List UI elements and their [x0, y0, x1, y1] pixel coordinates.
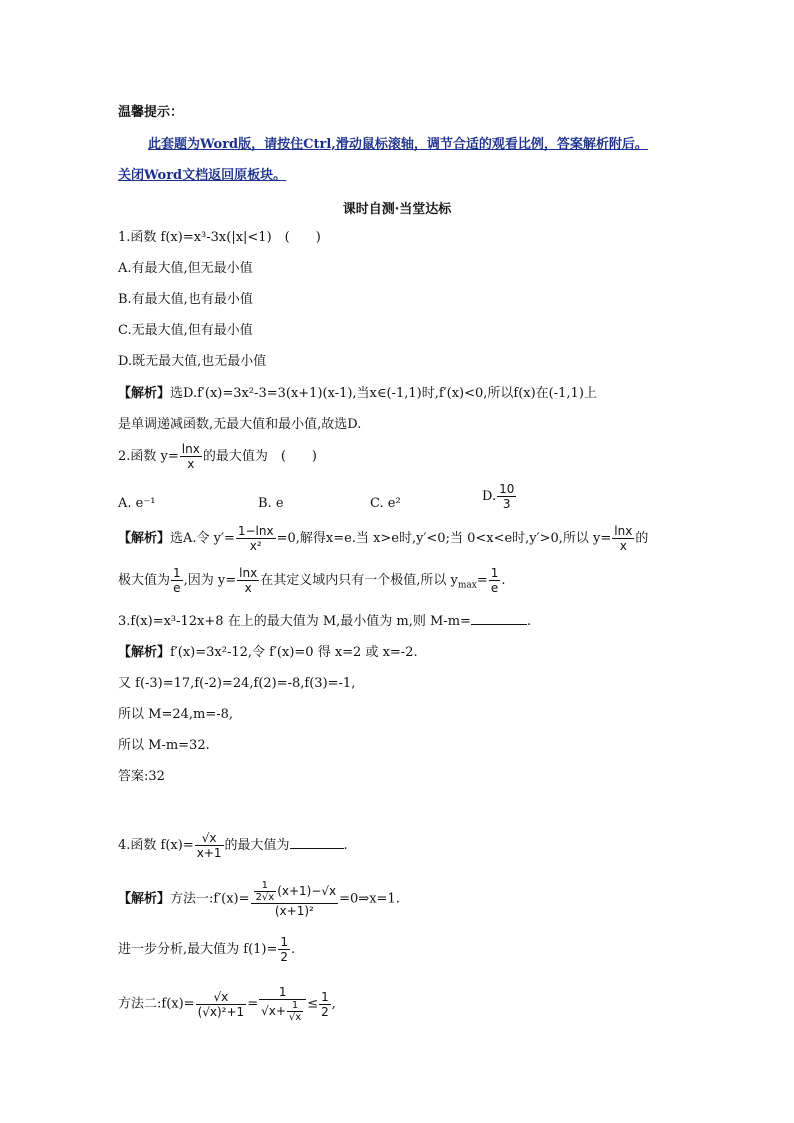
fraction-numerator: 1−lnx: [237, 524, 274, 538]
answer-blank[interactable]: [290, 848, 344, 849]
section-title: 课时自测·当堂达标: [342, 202, 452, 217]
fraction-numerator: lnx: [239, 566, 258, 580]
fraction-denominator: x: [244, 581, 252, 595]
q2-analysis-fraction-5: [489, 566, 501, 595]
q4-method2-fraction-2: [259, 985, 306, 1023]
fraction-denominator: x: [619, 539, 627, 553]
q2-analysis-text: =: [476, 573, 488, 588]
q2-fraction: [180, 442, 202, 471]
q2-analysis-text: 的: [635, 531, 649, 546]
q3-analysis-text: f′(x)=3x²-12,令 f′(x)=0 得 x=2 或 x=-2.: [170, 645, 418, 660]
q2-analysis-text: 在其定义域内只有一个极值,所以 y: [260, 573, 458, 588]
q3-stem: [118, 613, 531, 631]
q1-stem: 1.函数 f(x)=x³-3x(|x|<1) ( ): [118, 230, 321, 245]
analysis-tag: 【解析】: [118, 531, 171, 546]
fraction-denominator: 2√x: [255, 892, 275, 903]
q4-conclusion-text: 进一步分析,最大值为 f(1)=: [118, 942, 278, 957]
fraction-numerator: √x: [196, 990, 247, 1005]
q4-method2: [118, 985, 336, 1023]
q2-analysis-text: .: [501, 573, 506, 588]
analysis-tag: 【解析】: [118, 386, 171, 401]
fraction-denominator: x²: [249, 539, 262, 553]
fraction-denominator: 2: [321, 1004, 329, 1019]
q2-stem-pre: 2.函数 y=: [118, 449, 179, 464]
q2-analysis-text: 极大值为: [118, 573, 171, 588]
q4-method2-text: 方法二:f(x)=: [118, 996, 195, 1012]
q2-option-d-label: D.: [482, 489, 497, 504]
fraction-numerator: 1: [490, 566, 499, 580]
fraction-numerator: [251, 880, 339, 904]
fraction-numerator: lnx: [181, 442, 200, 456]
q3-analysis-line3: 所以 M=24,m=-8,: [118, 707, 234, 722]
tip-line-1[interactable]: 此套题为Word版，请按住Ctrl,滑动鼠标滚轴，调节合适的观看比例，答案解析附后。: [148, 137, 648, 152]
nested-fraction: [287, 1000, 303, 1023]
q4-method1-fraction: [251, 880, 339, 918]
q4-method1-conclusion: [118, 935, 295, 964]
q2-analysis-line2: [118, 566, 506, 595]
answer-blank[interactable]: [471, 624, 527, 625]
nested-fraction: [254, 880, 277, 903]
q2-option-d: [482, 482, 517, 511]
fraction-denominator: e: [173, 581, 181, 595]
fraction-denominator: [259, 1000, 306, 1023]
q1-option-d: D.既无最大值,也无最小值: [118, 354, 267, 369]
q2-option-a: A. e⁻¹: [118, 496, 156, 511]
fraction-numerator: 1: [321, 989, 329, 1004]
fraction-numerator: 1: [173, 566, 181, 580]
q4-conclusion-fraction: [278, 935, 290, 964]
max-subscript: max: [457, 580, 477, 591]
fraction-denominator: √x: [288, 1012, 302, 1023]
q3-stem-end: .: [526, 614, 532, 629]
q2-analysis-fraction-3: [171, 566, 183, 595]
q1-analysis-line2: 是单调递减函数,无最大值和最小值,故选D.: [118, 417, 362, 432]
fraction-numerator: √x: [195, 831, 224, 846]
q2-stem: [118, 442, 317, 471]
q4-stem-end: .: [343, 838, 348, 853]
analysis-tag: 【解析】: [118, 645, 171, 660]
fraction-denominator: x: [187, 457, 195, 471]
q3-analysis-line2: 又 f(-3)=17,f(-2)=24,f(2)=-8,f(3)=-1,: [118, 676, 356, 691]
fraction-numerator: 10: [499, 482, 515, 496]
q4-conclusion-text: .: [291, 942, 296, 957]
q2-analysis-fraction-2: [612, 524, 634, 553]
le-sign: ≤: [307, 996, 319, 1012]
q3-answer: 答案:32: [118, 769, 165, 784]
q2-analysis-text: ,因为 y=: [183, 573, 237, 588]
denominator-text: √x+: [261, 1004, 286, 1018]
fraction-numerator: 1: [259, 985, 306, 1000]
fraction-numerator: lnx: [614, 524, 633, 538]
q1-option-c: C.无最大值,但有最小值: [118, 323, 253, 338]
q4-stem: [118, 831, 348, 860]
q2-analysis-text: 选A.令 y′=: [170, 531, 235, 546]
q3-analysis-line4: 所以 M-m=32.: [118, 738, 210, 753]
q4-stem-text: 4.函数 f(x)=: [118, 838, 194, 853]
fraction-numerator: 1: [280, 935, 289, 949]
q2-analysis-line1: [118, 524, 648, 553]
q3-stem-text: 3.f(x)=x³-12x+8 在上的最大值为 M,最小值为 m,则 M-m=: [118, 614, 471, 629]
fraction-denominator: x+1: [196, 846, 222, 860]
numerator-rest: (x+1)−√x: [277, 884, 337, 898]
q4-stem-text: 的最大值为: [224, 838, 290, 853]
analysis-tag: 【解析】: [118, 891, 171, 907]
fraction-numerator: 1: [254, 880, 277, 892]
fraction-denominator: e: [490, 581, 499, 595]
q2-option-b: B. e: [258, 496, 284, 511]
q4-method1-text: =0⇒x=1.: [339, 891, 400, 907]
q1-option-b: B.有最大值,也有最小值: [118, 292, 253, 307]
q1-option-a: A.有最大值,但无最小值: [118, 261, 253, 276]
q1-analysis-text1: 选D.f′(x)=3x²-3=3(x+1)(x-1),当x∈(-1,1)时,f′(x)<0,所以f(x)在(-1,1)上: [170, 386, 597, 401]
q2-analysis-text: =0,解得x=e.当 x>e时,y′<0;当 0<x<e时,y′>0,所以 y=: [276, 531, 612, 546]
q4-method2-end: ,: [331, 996, 336, 1012]
fraction-denominator: (√x)²+1: [197, 1004, 245, 1019]
q2-analysis-fraction-1: [236, 524, 276, 553]
fraction-denominator: 3: [502, 497, 511, 511]
q2-analysis-fraction-4: [237, 566, 259, 595]
fraction-numerator: 1: [287, 1000, 303, 1012]
q4-stem-fraction: [195, 831, 224, 860]
q2-option-d-fraction: [497, 482, 516, 511]
tip-line-2[interactable]: 关闭Word文档返回原板块。: [118, 168, 287, 183]
q4-method2-fraction-1: [196, 990, 247, 1019]
q4-method1: [118, 880, 400, 918]
equals-sign: =: [247, 996, 259, 1012]
q4-method2-fraction-3: [319, 990, 331, 1019]
fraction-denominator: (x+1)²: [274, 904, 314, 918]
fraction-denominator: 2: [280, 950, 289, 964]
q2-option-c: C. e²: [370, 496, 401, 511]
tip-title: 温馨提示：: [118, 105, 184, 120]
q4-method1-text: 方法一:f′(x)=: [170, 891, 250, 907]
q2-stem-post: 的最大值为 ( ): [202, 449, 317, 464]
q1-analysis-line1: [118, 385, 597, 403]
q3-analysis-line1: [118, 644, 418, 662]
